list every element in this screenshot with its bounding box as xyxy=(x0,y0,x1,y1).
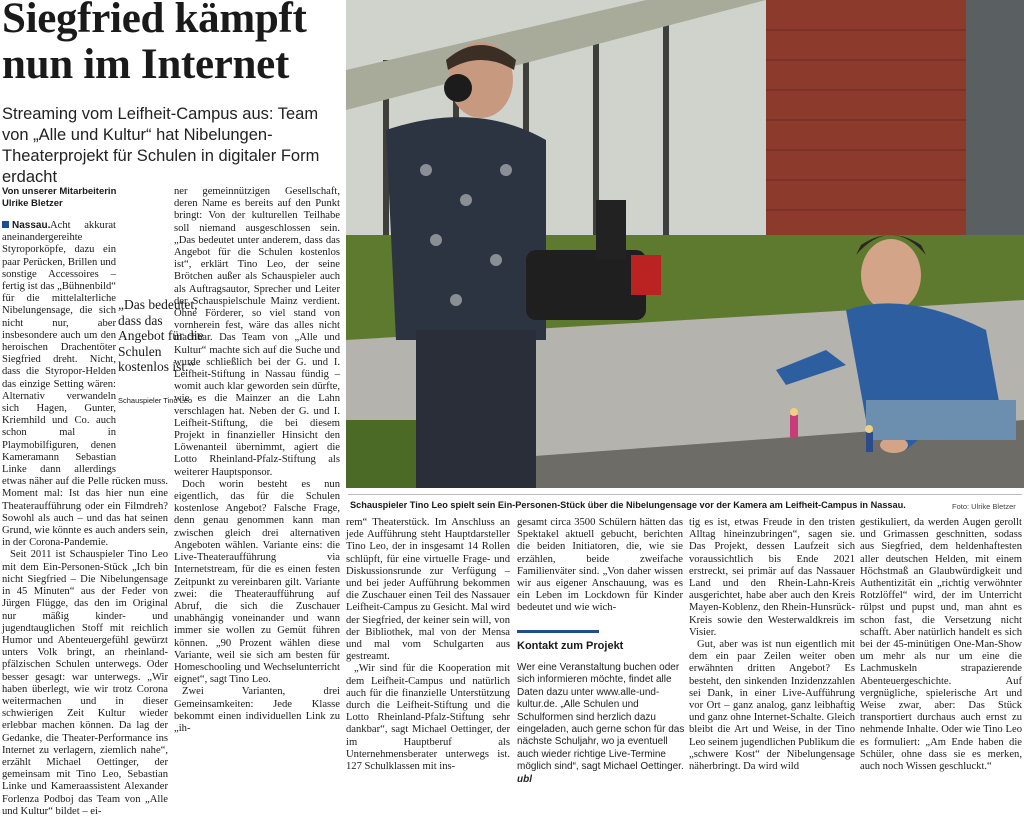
caption-divider xyxy=(348,494,1022,495)
byline xyxy=(2,186,202,210)
paragraph: Acht akkurat aneinandergereihte Styroporköpfe, dazu ein paar Perücken, Brillen und sonstige Accessoires – fertig ist das „Bühnenbild“ für die mittelalterliche Nibelungensage, die sich nicht nur, aber insbesondere auch um den heroischen Drachentöter Siegfried dreht. Nicht, dass die Styropor-Helden das einzige Setting wären: Alternativ verwandeln sich Hagen, Gunter, Kriemhild und Co. auch schon mal in Playmobilfiguren, denen Kameramann Sebastian Linke dann allerdings etwas näher auf die Pelle rücken muss. Moment mal: Ist das hier nun eine Theateraufführung oder ein Filmdreh? Sowohl als auch – und das hat seinen Grund, wie könnte es auch anders sein, in der Corona-Pandemie. xyxy=(2,220,168,549)
infobox xyxy=(517,662,687,786)
byline-author: Ulrike Bletzer xyxy=(2,198,63,209)
column-6 xyxy=(860,517,1022,790)
paragraph: gestikuliert, da werden Augen gerollt und Grimassen geschnitten, sodass aus Siegfried, dem heldenhaftesten aller deutschen Helden, mit einem Höchstmaß an Glaubwürdigkeit und Authentizität ein „richtig verwöhnter Rotzlöffel“ wird, der im Unterricht rülpst und pupst und, man ahnt es schon fast, die Versetzung nicht schafft. Aber natürlich handelt es sich bei der 45-minütigen One-Man-Show um mehr als nur um eine die Lachmuskeln strapazierende Abenteuergeschichte. Auf vergnügliche, spielerische Art und Weise zwar, aber: Das Stück transportiert durchaus auch ernst zu nehmende Inhalte. Oder wie Tino Leo es formuliert: „Am Ende haben die Schüler, ohne dass sie es merken, auch noch Wissen geschluckt.“ xyxy=(860,517,1022,773)
column-5 xyxy=(689,517,855,790)
infobox-accent-bar xyxy=(517,630,599,633)
paragraph: Doch worin besteht es nun eigentlich, das für die Schulen kostenlose Angebot? Falsche Frage, denn genau genommen kann man zwischen gleich drei alternativen Angeboten wählen. Variante eins: die Live-Theateraufführung via Internetstream, für die es einen festen Zeitpunkt zu vereinbaren gilt. Variante zwei: die Theateraufführung auf Abruf, die sich die Zuschauer unabhängig voneinander und wann immer sie wollen zu Gemüt führen können. „90 Prozent wählen diese Variante, weil sie sich am besten für Homeschooling und Wechselunterricht eignet“, sagt Tino Leo. xyxy=(174,478,340,686)
paragraph: gesamt circa 3500 Schülern hätten das Spektakel aktuell gebucht, berichten die beiden Initiatoren, die, wie sie erzählen, beide zweifache Familienväter sind. „Von daher wissen wir aus eigener Anschauung, was es ein Leben im Lockdown für Kinder bedeutet und wie wich- xyxy=(517,517,683,614)
video-camera xyxy=(526,250,646,320)
paragraph: „Wir sind für die Kooperation mit dem Leifheit-Campus und natürlich auch für die finanzielle Unterstützung durch die Leifheit-Stiftung und die Lotto Rheinland-Pfalz-Stiftung sehr dankbar“, sagt Michael Oettinger, der im Hauptberuf als Unternehmensberater unterwegs ist. 127 Schulklassen mit ins- xyxy=(346,663,510,773)
infobox-title: Kontakt zum Projekt xyxy=(517,640,624,652)
column-2 xyxy=(174,186,340,790)
paragraph: ner gemeinnützigen Gesellschaft, deren Name es bereits auf den Punkt bringt: Von der kulturellen Teilhabe soll niemand ausgeschlossen sein. „Das bedeutet unter anderem, dass das Angebot für die Schulen kostenlos ist“, erklärt Tino Leo, der seine Brötchen außer als Schauspieler auch als Auftragsautor, Sprecher und Leiter der Schauspielschule Mainz verdient. Ohne Förderer, so viel stand von vornherein fest, wäre das alles nicht machbar. Das Team von „Alle und Kultur“ machte sich auf die Suche und wurde schließlich bei der G. und I. Leifheit-Stiftung in Nassau fündig – womit auch klar geworden sein dürfte, wie es die Mainzer an die Lahn verschlagen hat. Neben der G. und I. Leifheit-Stiftung, die bei diesem Projekt in finanzieller Hinsicht den Löwenanteil übernimmt, agiert die Lotto Rheinland-Pfalz-Stiftung als weiterer Hauptsponsor. xyxy=(174,186,340,478)
headline: Siegfried kämpft nun im Internet xyxy=(2,0,307,88)
paragraph: Zwei Varianten, drei Gemeinsamkeiten: Jede Klasse bekommt einen individuellen Link zu „ih- xyxy=(174,686,340,734)
photo-caption: Schauspieler Tino Leo spielt sein Ein-Personen-Stück über die Nibelungensage vor der Kamera am Leifheit-Campus in Nassau. xyxy=(350,500,906,510)
paragraph: Seit 2011 ist Schauspieler Tino Leo mit dem Ein-Personen-Stück „Ich bin nicht Siegfried – Die Nibelungensage in 45 Minuten“ aus der Feder von Jürgen Flügge, das den im Original nur mäßig kinder- und jugendtauglichen Stoff mit reichlich Humor und Abenteuergefühl gewürzt unters Volk bringt, an rheinland-pfälzischen Schulen unterwegs. Oder besser gesagt: war unterwegs. „Wir haben überlegt, wie wir trotz Corona weitermachen und in dieser schwierigen Zeit Kultur wieder erlebbar machen können. Da lag der Gedanke, die Theater-Performance ins Internet zu verlagern, ziemlich nahe“, erzählt Michael Oettinger, der gemeinsam mit Tino Leo, Sebastian Linke und Kameraassistent Alexander Forlenza Podboj das Team von „Alle und Kultur“ bildet – ei- xyxy=(2,549,168,817)
byline-intro: Von unserer Mitarbeiterin xyxy=(2,186,117,197)
column-3 xyxy=(346,517,510,790)
infobox-text xyxy=(517,662,687,786)
paragraph: rem“ Theaterstück. Im Anschluss an jede Aufführung steht Hauptdarsteller Tino Leo, der in insgesamt 14 Rollen schlüpft, für eine virtuelle Frage- und Diskussionsrunde zur Verfügung – und bei jeder Aufführung bekommen die Zuschauer einen Teil des Nassauer Leifheit-Campus zu Gesicht. Mal wird der Siegfried, der keiner sein will, von der Bibliothek, mal von der Mensa und mal vom Schulgarten aus gestreamt. xyxy=(346,517,510,663)
brick-wall xyxy=(766,0,966,250)
paragraph: tig es ist, etwas Freude in den tristen Alltag hineinzubringen“, sagen sie. Das Projekt, dessen Laufzeit sich voraussichtlich bis Ende 2021 erstreckt, sei primär auf das Nassauer Land und den Rhein-Lahn-Kreis ausgerichtet, habe aber auch den Kreis Mayen-Koblenz, den Rhein-Hunsrück-Kreis sowie den Westerwaldkreis im Visier. xyxy=(689,517,855,638)
subheadline: Streaming vom Leifheit-Campus aus: Team von „Alle und Kultur“ hat Nibelungen-Theaterprojekt für Schulen in digitaler Form erdacht xyxy=(2,105,320,186)
paragraph: Gut, aber was ist nun eigentlich mit dem ein paar Zeilen weiter oben erwähnten dritten Angebot? Es besteht, den sinkenden Inzidenzzahlen sei Dank, in einer Live-Aufführung vor Ort – ganz analog, ganz leibhaftig und ganz ohne Internet-Schalte. Gleich bleibt die Art und Weise, in der Tino Leo seinem jugendlichen Publikum die „schwere Kost“ der Nibelungensage näherbringt. Da wird wild xyxy=(689,639,855,773)
photo-credit: Foto: Ulrike Bletzer xyxy=(952,502,1016,511)
pull-quote: „Das bedeutet, dass das Angebot für die Schulen kostenlos ist.“ xyxy=(118,297,204,374)
article-photo xyxy=(346,0,1024,488)
column-4 xyxy=(517,517,683,625)
photo-illustration xyxy=(346,0,1024,488)
pull-quote-attribution: Schauspieler Tino Leo xyxy=(118,396,193,405)
infobox-body: Wer eine Veranstaltung buchen oder sich informieren möchte, findet alle Daten dazu unter www.alle-und-kultur.de. „Alle Schulen und Schulformen sind herzlich dazu eingeladen, auch gerne schon für das nächste Schuljahr, wo ja eventuell auch wieder richtige Live-Termine möglich sind“, sagt Michael Oettinger. xyxy=(517,662,685,773)
author-sign: ubl xyxy=(517,773,532,785)
dateline: Nassau. xyxy=(12,220,51,231)
